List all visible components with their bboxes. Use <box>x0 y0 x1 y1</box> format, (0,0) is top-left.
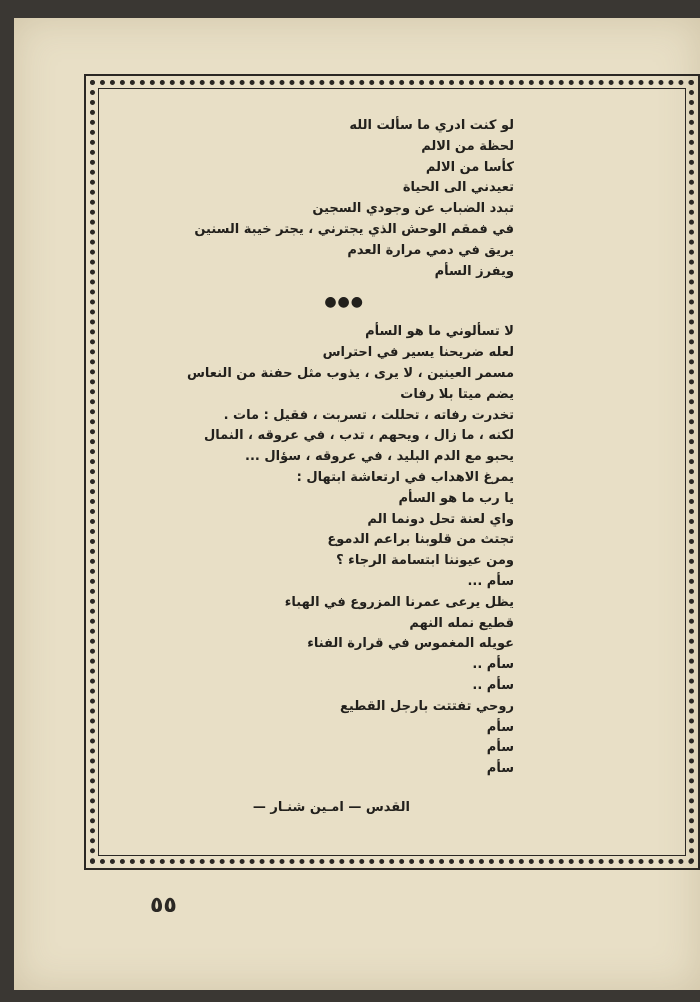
page-number: ٥٥ <box>150 893 177 918</box>
poem-line: ويفرز السأم <box>434 263 514 279</box>
stanza-1 <box>74 116 514 282</box>
poem-line: يحبو مع الدم البليد ، في عروقه ، سؤال ... <box>245 449 514 465</box>
poem-line: لحظة من الالم <box>421 138 514 154</box>
stanza-separator: ●●● <box>324 294 364 311</box>
poem-line: تخدرت رفاته ، تحللت ، تسربت ، فقيل : مات . <box>223 407 514 423</box>
poem-line: يا رب ما هو السأم <box>398 490 514 506</box>
poem-line: سأم .. <box>472 657 514 673</box>
poem-line: سأم .. <box>472 677 514 693</box>
poem-line: مسمر العينين ، لا يرى ، يذوب مثل حفنة من النعاس <box>186 365 514 381</box>
poem-line: روحي تفتتت بارجل القطيع <box>339 698 514 714</box>
poem-line: يريق في دمي مرارة العدم <box>347 242 514 258</box>
poem-line: سأم <box>486 740 514 756</box>
poem-line: عويله المغموس في قرارة الفناء <box>307 636 514 652</box>
poem-line: في فمقم الوحش الذي يجترني ، يجتر خيبة السنين <box>194 221 514 237</box>
poem-line: يمرغ الاهداب في ارتعاشة ابتهال : <box>296 469 514 485</box>
poem-line: يظل يرعى عمرنا المزروع في الهباء <box>284 594 514 610</box>
poem-line: كأسا من الالم <box>425 159 514 175</box>
poem-line: سأم <box>486 719 514 735</box>
poem-line: لو كنت ادري ما سألت الله <box>349 118 514 133</box>
poem-line: لعله ضريحنا يسير في احتراس <box>322 345 514 361</box>
poem-line: لكنه ، ما زال ، ويحهم ، تدب ، في عروقه ، النمال <box>204 428 514 444</box>
author-signature: القدس — امـين شنـار — <box>252 800 410 815</box>
poem-line: تعيدني الى الحياة <box>402 180 514 196</box>
poem-line: لا تسألوني ما هو السأم <box>365 324 514 340</box>
poem-line: تبدد الضباب عن وجودي السجين <box>312 201 514 217</box>
stanza-2 <box>74 322 514 780</box>
poem-line: سأم ... <box>467 573 514 589</box>
poem-line: قطيع نمله النهم <box>409 615 514 631</box>
poem-body <box>74 116 514 780</box>
poem-line: تجتث من قلوبنا براعم الدموع <box>327 532 514 548</box>
poem-line: ومن عيوننا ابتسامة الرجاء ؟ <box>336 553 514 569</box>
poem-line: سأم <box>486 761 514 777</box>
poem-line: واي لعنة تحل دونما الم <box>367 511 514 527</box>
poem-line: يضم ميتا بلا رفات <box>400 386 514 402</box>
